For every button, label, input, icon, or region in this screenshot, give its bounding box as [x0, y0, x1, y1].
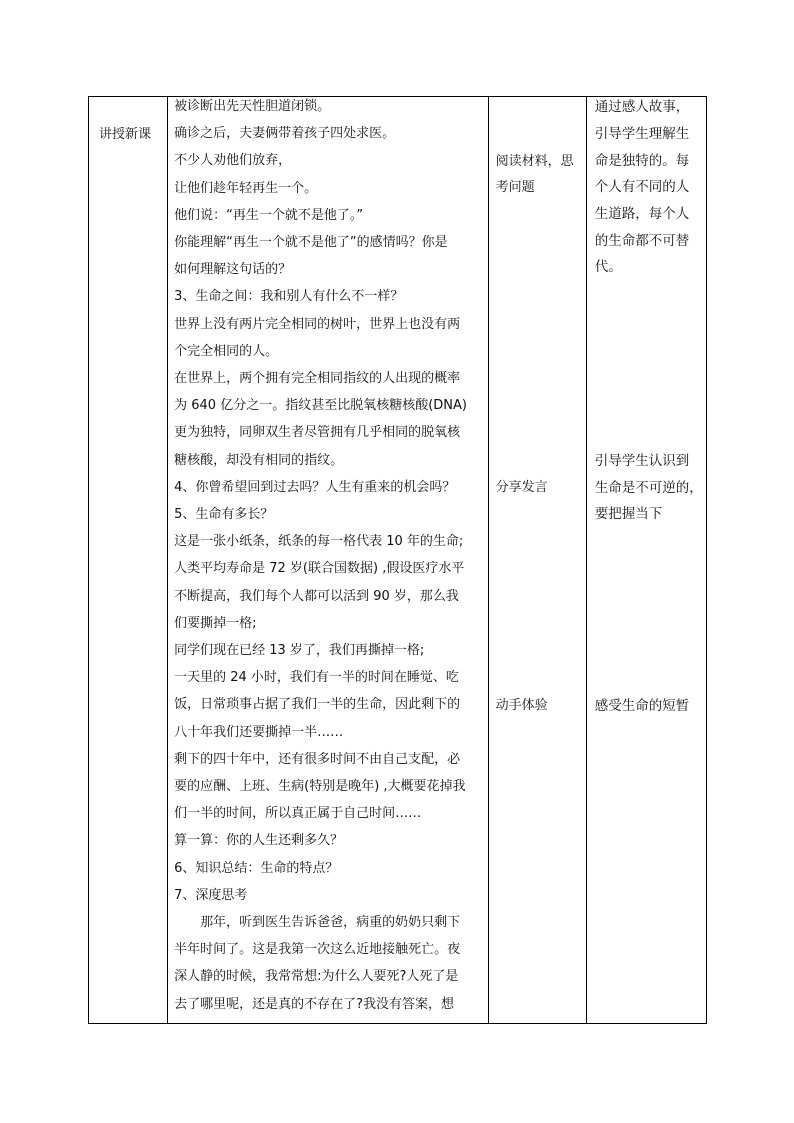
content-line: 更为独特，同卵双生者尽管拥有几乎相同的脱氧核	[174, 425, 461, 441]
table-row	[89, 97, 707, 1024]
content-line: 确诊之后，夫妻俩带着孩子四处求医。	[174, 126, 396, 142]
content-line: 糖核酸，却没有相同的指纹。	[174, 452, 344, 468]
content-line: 算一算：你的人生还剩多久？	[174, 833, 344, 849]
content-line: 个完全相同的人。	[174, 343, 279, 359]
content-line: 们一半的时间，所以真正属于自己时间……	[174, 806, 422, 822]
content-line: 你能理解“再生一个就不是他了”的感情吗？你是	[174, 235, 448, 250]
content-line: 5、生命有多长？	[174, 507, 274, 522]
content-line: 这是一张小纸条，纸条的每一格代表 10 年的生命;	[174, 534, 464, 550]
section-cell	[89, 97, 168, 1024]
content-line: 去了哪里呢，还是真的不存在了?我没有答案，想	[174, 996, 455, 1012]
activity-reading-cont: 考问题	[495, 180, 535, 195]
intent-line: 生命是不可逆的，	[594, 480, 703, 496]
intent-line: 引导学生认识到	[594, 453, 690, 469]
content-line: 一天里的 24 小时，我们有一半的时间在睡觉、吃	[174, 670, 459, 686]
lesson-plan-table	[88, 96, 707, 1024]
intent-line: 个人有不同的人	[594, 179, 690, 195]
intent-line: 命是独特的。每	[594, 153, 690, 169]
intent-line: 引导学生理解生	[594, 126, 690, 142]
content-line: 不断提高，我们每个人都可以活到 90 岁，那么我	[174, 588, 459, 604]
content-cell	[168, 97, 489, 1024]
content-line: 剩下的四十年中，还有很多时间不由自己支配，必	[174, 751, 461, 767]
intent-line: 要把握当下	[594, 506, 663, 522]
content-line: 3、生命之间：我和别人有什么不一样？	[174, 289, 404, 305]
content-line: 世界上没有两片完全相同的树叶，世界上也没有两	[174, 316, 461, 332]
activity-cell	[488, 97, 586, 1024]
content-line: 6、知识总结：生命的特点？	[174, 860, 339, 876]
intent-line: 的生命都不可替	[594, 233, 690, 249]
section-label: 讲授新课	[99, 127, 152, 142]
activity-sharing: 分享发言	[495, 480, 548, 495]
content-line: 在世界上，两个拥有完全相同指纹的人出现的概率	[174, 371, 461, 386]
intent-line: 生道路，每个人	[594, 206, 690, 222]
content-line: 人类平均寿命是 72 岁(联合国数据) ,假设医疗水平	[174, 561, 465, 577]
content-line: 饭，日常琐事占据了我们一半的生命，因此剩下的	[174, 697, 461, 713]
content-line: 那年，听到医生告诉爸爸，病重的奶奶只剩下	[200, 915, 461, 930]
content-line: 深人静的时候，我常常想:为什么人要死?人死了是	[174, 969, 459, 985]
content-line: 让他们趁年轻再生一个。	[174, 180, 318, 196]
content-line: 同学们现在已经 13 岁了，我们再撕掉一格;	[174, 643, 425, 658]
content-line: 如何理解这句话的？	[174, 262, 292, 278]
content-line: 为 640 亿分之一。指纹甚至比脱氧核糖核酸(DNA)	[174, 398, 467, 414]
content-line: 被诊断出先天性胆道闭锁。	[174, 99, 331, 114]
activity-hands-on: 动手体验	[495, 698, 548, 713]
activity-reading: 阅读材料，思	[495, 154, 574, 169]
content-line: 4、你曾希望回到过去吗？人生有重来的机会吗？	[174, 479, 456, 495]
content-line: 他们说：“再生一个就不是他了。”	[174, 207, 364, 223]
intent-line: 通过感人故事，	[594, 99, 690, 115]
content-line: 不少人劝他们放弃，	[174, 153, 292, 169]
content-line: 半年时间了。这是我第一次这么近地接触死亡。夜	[174, 942, 461, 958]
intent-line: 代。	[594, 259, 622, 275]
content-line: 要的应酬、上班、生病(特别是晚年) ,大概要花掉我	[174, 779, 466, 794]
intent-line: 感受生命的短暂	[594, 698, 690, 714]
intent-cell	[586, 97, 706, 1024]
content-line: 7、深度思考	[174, 887, 248, 903]
content-line: 八十年我们还要撕掉一半……	[174, 724, 344, 740]
content-line: 们要撕掉一格;	[174, 615, 257, 631]
